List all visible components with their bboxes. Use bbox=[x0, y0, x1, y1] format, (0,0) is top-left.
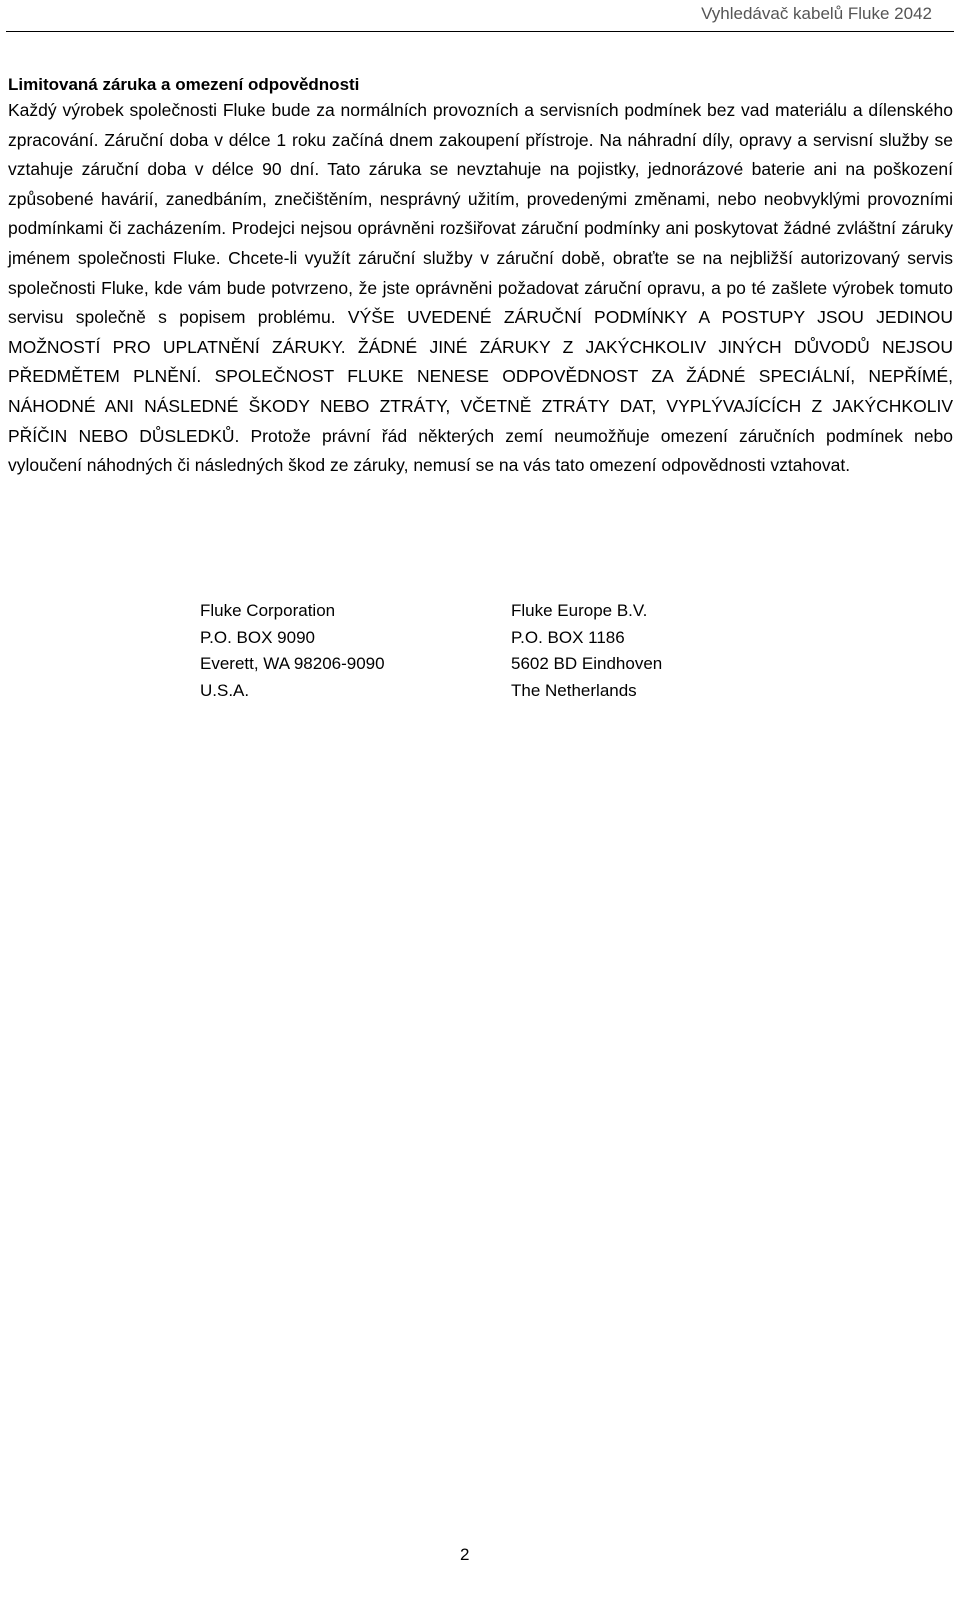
address-us-company: Fluke Corporation bbox=[200, 601, 336, 620]
address-block-us bbox=[200, 598, 385, 704]
address-us-country: U.S.A. bbox=[200, 680, 250, 700]
section-title: Limitovaná záruka a omezení odpovědnosti bbox=[8, 75, 360, 94]
address-block-eu bbox=[511, 598, 662, 704]
address-eu-pobox: P.O. BOX 1186 bbox=[511, 627, 625, 647]
running-header-title: Vyhledávač kabelů Fluke 2042 bbox=[701, 4, 932, 23]
page-number: 2 bbox=[460, 1545, 470, 1564]
address-eu-company: Fluke Europe B.V. bbox=[511, 601, 648, 620]
address-eu-city: 5602 BD Eindhoven bbox=[511, 654, 663, 673]
address-us-pobox: P.O. BOX 9090 bbox=[200, 627, 315, 647]
address-eu-country: The Netherlands bbox=[511, 680, 637, 700]
header-divider bbox=[6, 31, 954, 32]
address-us-city: Everett, WA 98206-9090 bbox=[200, 654, 385, 673]
warranty-paragraph: Každý výrobek společnosti Fluke bude za normálních provozních a servisních podmínek bez vad materiálu a dílenského zpracování. Záruční doba v délce 1 roku začíná dnem zakoupení přístroje. Na náhradní díly, opravy a servisní služby se vztahuje záruční doba v délce 90 dní. Tato záruka se nevztahuje na pojistky, jednorázové baterie ani na poškození způsobené havárií, zanedbáním, znečištěním, nesprávný užitím, provedenými změnami, nebo neobvyklými provozními podmínkami či zacházením. Prodejci nejsou oprávněni rozšiřovat záruční podmínky ani poskytovat žádné zvláštní záruky jménem společnosti Fluke. Chcete-li využít záruční služby v záruční době, obraťte se na nejbližší autorizovaný servis společnosti Fluke, kde vám bude potvrzeno, že jste oprávněni požadovat záruční opravu, a po té zašlete výrobek tomuto servisu společně s popisem problému. VÝŠE UVEDENÉ ZÁRUČNÍ PODMÍNKY A POSTUPY JSOU JEDINOU MOŽNOSTÍ PRO UPLATNĚNÍ ZÁRUKY. ŽÁDNÉ JINÉ ZÁRUKY Z JAKÝCHKOLIV JINÝCH DŮVODŮ NEJSOU PŘEDMĚTEM PLNĚNÍ. SPOLEČNOST FLUKE NENESE ODPOVĚDNOST ZA ŽÁDNÉ SPECIÁLNÍ, NEPŘÍMÉ, NÁHODNÉ ANI NÁSLEDNÉ ŠKODY NEBO ZTRÁTY, VČETNĚ ZTRÁTY DAT, VYPLÝVAJÍCÍCH Z JAKÝCHKOLIV PŘÍČIN NEBO DŮSLEDKŮ. Protože právní řád některých zemí neumožňuje omezení záručních podmínek nebo vyloučení náhodných či následných škod ze záruky, nemusí se na vás tato omezení odpovědnosti vztahovat. bbox=[8, 100, 953, 476]
